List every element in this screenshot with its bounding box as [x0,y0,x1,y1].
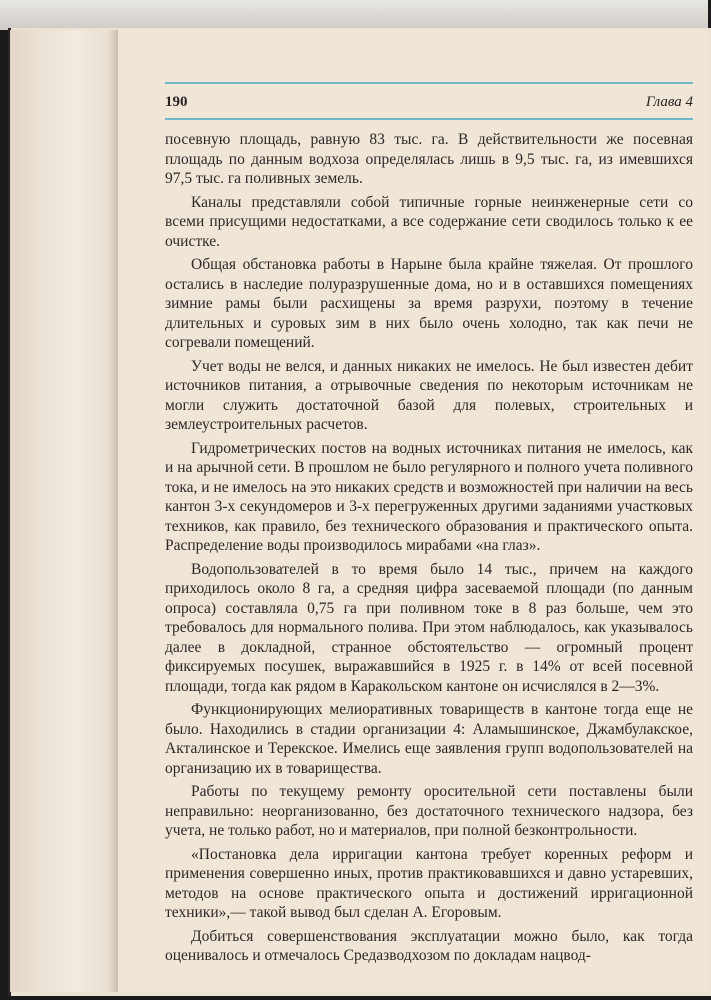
header-rule-bottom [165,118,693,120]
paragraph: Общая обстановка работы в Нарыне была крайне тяжелая. От прошлого остались в наследие полуразрушенные дома, но и в оставшихся помещениях зимние рамы были расхищены за время разрухи, поэтому в течение длительных и суровых зим в них было очень холодно, так как печи не согревали помещений. [165,256,693,351]
paragraph: Каналы представляли собой типичные горные неинженерные сети со всеми присущими недостатками, а все содержание сети сводилось только к ее очистке. [165,193,693,250]
paragraph: Учет воды не велся, и данных никаких не имелось. Не был известен дебит источников питания, а отрывочные сведения по некоторым источникам не могли служить достаточной базой для полевых, строительных и землеустроительных расчетов. [165,357,693,433]
body-text [165,130,693,964]
paragraph: Добиться совершенствования эксплуатации можно было, как тогда оценивалось и отмечалось Средазводхозом по докладам нацвод- [165,927,693,964]
paragraph: посевную площадь, равную 83 тыс. га. В действительности же посевная площадь по данным водхоза определялась лишь в 9,5 тыс. га, из имевшихся 97,5 тыс. га поливных земель. [165,131,693,187]
paragraph: Водопользователей в то время было 14 тыс., причем на каждого приходилось около 8 га, а средняя цифра засеваемой площади (по данным опроса) составляла 0,75 га при поливном токе в 8 раз больше, чем это требовалось для нормального полива. При этом наблюдалось, как указывалось далее в докладной, странное обстоятельство — огромный процент фиксируемых посушек, выражавшийся в 1925 г. в 14% от всей посевной площади, тогда как рядом в Каракольском кантоне он исчислялся в 2—3%. [165,560,693,695]
paragraph: Функционирующих мелиоративных товариществ в кантоне тогда еще не было. Находились в стадии организации 4: Аламышинское, Джамбулакское, Акталинское и Терекское. Имелись еще заявления групп водопользователей на организацию их в товарищества. [165,701,693,777]
page-header [165,90,693,116]
scan-background [0,0,708,30]
running-head: Глава 4 [645,94,693,110]
page-stack-edge [10,30,118,992]
paragraph: Работы по текущему ремонту оросительной сети поставлены были неправильно: неорганизованно, без достаточного технического надзора, без учета, не только работ, но и материалов, при полной безконтрольности. [165,783,693,839]
page-number: 190 [165,94,188,110]
paragraph: «Постановка дела ирригации кантона требует коренных реформ и применения совершенно иных, против практиковавшихся и давно устаревших, методов на основе практического опыта и достижений ирригационной техники»,— такой вывод был сделан А. Егоровым. [165,845,693,921]
header-rule-top [165,82,693,84]
paragraph: Гидрометрических постов на водных источниках питания не имелось, как и на арычной сети. В прошлом не было регулярного и полного учета поливного тока, и не имелось на это никаких средств и возможностей при наличии на весь кантон 3-х секундомеров и 3-х перегруженных другими заданиями участковых техников, как правило, без технического образования и практического опыта. Распределение воды производилось мирабами «на глаз». [165,439,693,554]
